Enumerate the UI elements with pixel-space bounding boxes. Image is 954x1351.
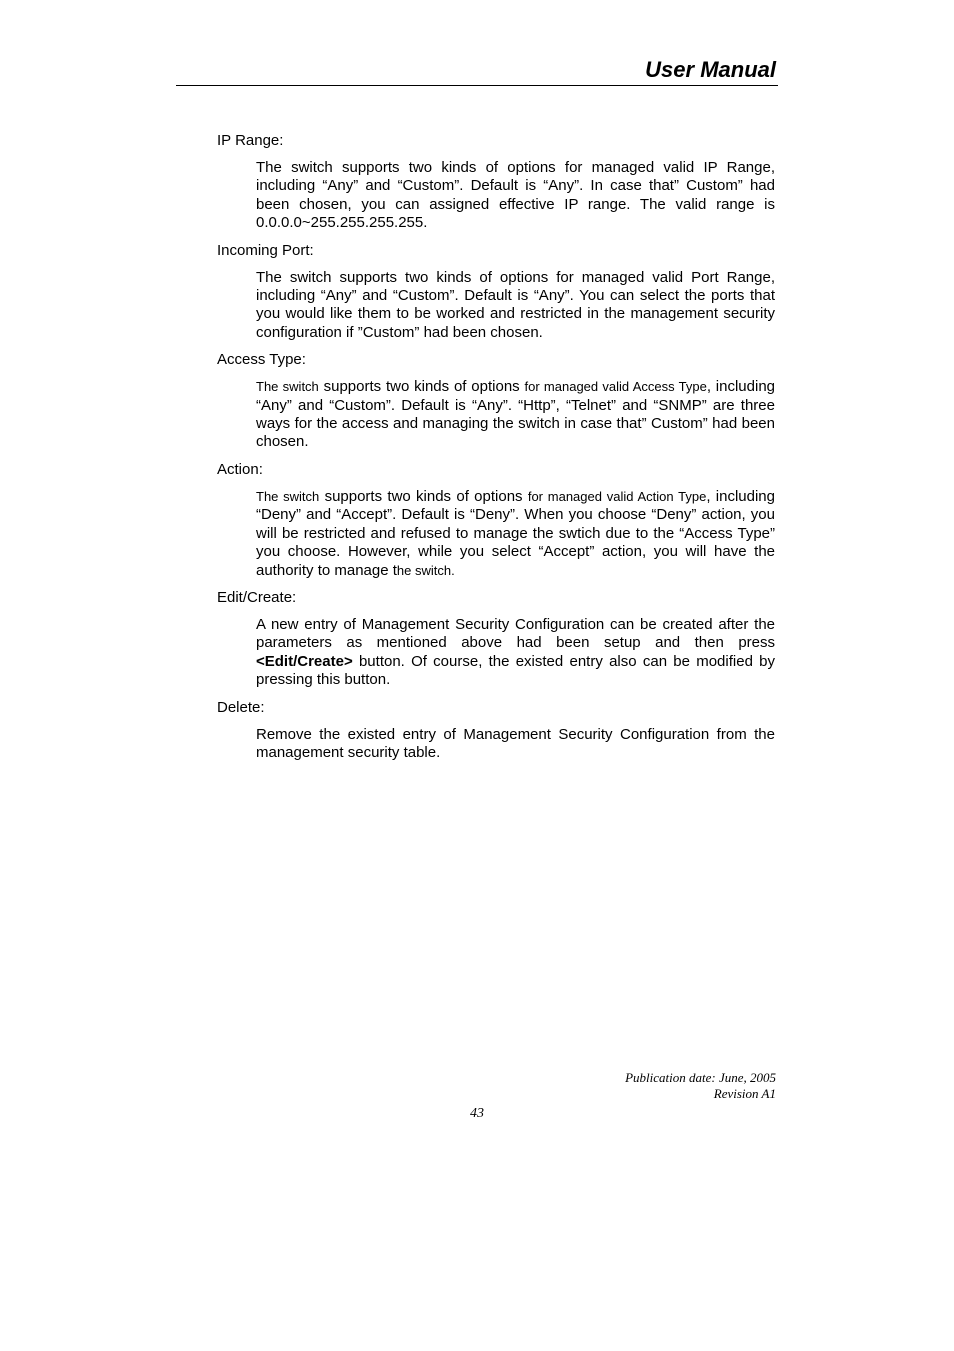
desc-edit-create-part-b: button. Of course, the existed entry also can be modified by pressing this button. xyxy=(256,652,775,689)
desc-action-part-a: The switch xyxy=(256,488,320,504)
edit-create-button-label: <Edit/Create> xyxy=(256,652,353,670)
term-access-type: Access Type: xyxy=(217,351,306,369)
desc-action-part-d: , including “Deny” and “Accept”. Default is “Deny”. When you choose “Deny” action, you will be restricted and refused to manage the swtich due to the “Access Type” you choose. However, while you select “Accept” action, you will have the authority to manage t xyxy=(256,487,775,579)
desc-edit-create xyxy=(256,616,775,690)
term-action: Action: xyxy=(217,460,263,478)
desc-access-type-part-a: The switch xyxy=(256,379,319,395)
desc-incoming-port: The switch supports two kinds of options for managed valid Port Range, including “Any” and “Custom”. Default is “Any”. You can select the ports that you would like them to be worked and restricted in the management security configuration if ”Custom” had been chosen. xyxy=(256,268,775,341)
revision: Revision A1 xyxy=(713,1086,776,1101)
desc-edit-create-part-a: A new entry of Management Security Configuration can be created after the parameters as mentioned above had been setup and then press xyxy=(256,615,775,652)
desc-action-part-b: supports two kinds of options xyxy=(319,487,528,505)
document-body xyxy=(217,131,777,770)
header-title: User Manual xyxy=(645,57,776,82)
desc-action-part-c: for managed valid Action Type xyxy=(527,488,707,504)
desc-access-type xyxy=(256,378,775,452)
publication-info xyxy=(520,1070,776,1102)
desc-delete: Remove the existed entry of Management Security Configuration from the management security table. xyxy=(256,725,775,761)
desc-access-type-part-c: for managed valid Access Type xyxy=(524,379,707,395)
term-ip-range: IP Range: xyxy=(217,132,284,149)
publication-date: Publication date: June, 2005 xyxy=(625,1070,776,1085)
desc-access-type-part-b: supports two kinds of options xyxy=(318,378,525,396)
desc-access-type-part-d: , including “Any” and “Custom”. Default is “Any”. “Http”, “Telnet” and “SNMP” are three ways for the access and managing the switch in case that” Custom” had been chosen. xyxy=(256,378,776,451)
term-incoming-port: Incoming Port: xyxy=(217,241,314,259)
term-edit-create: Edit/Create: xyxy=(217,588,297,606)
desc-action xyxy=(256,488,775,580)
desc-ip-range: The switch supports two kinds of options for managed valid IP Range, including “Any” and “Custom”. Default is “Any”. In case that” Custom” had been chosen, you can assigned effective IP range. The valid range is 0.0.0.0~255.255.255.255. xyxy=(256,159,775,232)
header-rule xyxy=(176,85,778,86)
page-number: 43 xyxy=(470,1106,484,1121)
term-delete: Delete: xyxy=(217,698,265,716)
desc-action-part-e: he switch. xyxy=(396,562,455,578)
